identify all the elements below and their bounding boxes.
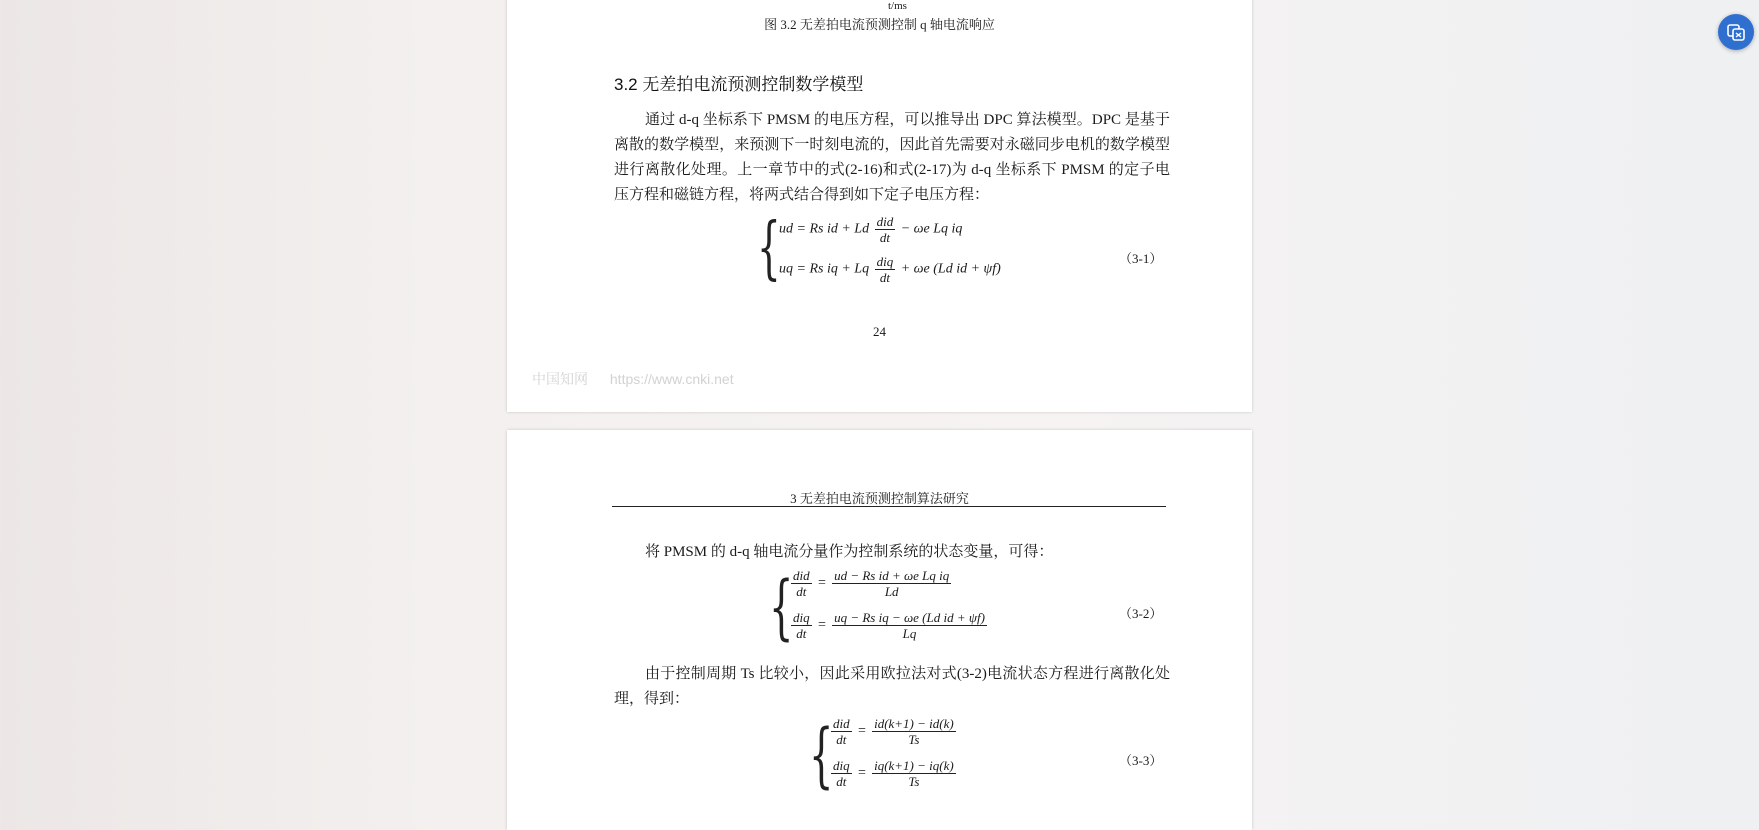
paragraph: 由于控制周期 Ts 比较小，因此采用欧拉法对式(3-2)电流状态方程进行离散化处理，得到： <box>614 666 1170 707</box>
numerator: id(k+1) − id(k) <box>874 716 954 731</box>
watermark-url: https://www.cnki.net <box>609 371 734 387</box>
watermark <box>532 369 752 389</box>
numerator: uq − Rs iq − ωe (Ld id + ψf) <box>834 610 985 625</box>
equation-term: − ωe Lq iq <box>900 221 963 237</box>
numerator: ud − Rs id + ωe Lq iq <box>834 568 950 583</box>
fraction <box>872 758 956 789</box>
equation-number: （3-3） <box>1119 753 1163 768</box>
equation-line <box>829 758 958 789</box>
denominator: dt <box>796 584 807 599</box>
equation-line <box>779 254 1001 285</box>
translate-button[interactable] <box>1718 14 1754 50</box>
fraction <box>832 610 987 641</box>
denominator: dt <box>796 626 807 641</box>
denominator: Ts <box>908 732 920 747</box>
left-brace: { <box>769 566 794 648</box>
fraction <box>831 758 852 789</box>
equals-sign: = <box>857 765 867 781</box>
chart-axis-label: t/ms <box>888 0 907 12</box>
denominator: dt <box>836 732 847 747</box>
numerator: did <box>793 568 810 583</box>
equation-3-3 <box>809 716 1049 804</box>
equals-sign: = <box>857 723 867 739</box>
equation-line <box>789 568 953 599</box>
equation-number: （3-2） <box>1119 606 1163 621</box>
equation-line <box>779 214 962 245</box>
numerator: iq(k+1) − iq(k) <box>874 758 954 773</box>
running-header: 3 无差拍电流预测控制算法研究 <box>790 491 969 506</box>
section-title: 3.2 无差拍电流预测控制数学模型 <box>614 75 864 94</box>
document-page <box>507 430 1252 830</box>
denominator: dt <box>879 230 890 245</box>
header-rule <box>612 506 1166 507</box>
equation-line <box>789 610 989 641</box>
denominator: Ts <box>908 774 920 789</box>
equation-term: + ωe (Ld id + ψf) <box>900 261 1001 277</box>
watermark-name: 中国知网 <box>532 371 588 387</box>
denominator: Lq <box>902 626 917 641</box>
equation-number: （3-1） <box>1119 251 1163 266</box>
fraction <box>875 214 896 245</box>
denominator: dt <box>836 774 847 789</box>
denominator: dt <box>879 270 890 285</box>
denominator: Ld <box>884 584 899 599</box>
left-brace: { <box>809 714 834 796</box>
equation-term: uq = Rs iq + Lq <box>779 261 870 277</box>
numerator: did <box>876 214 894 229</box>
paragraph: 通过 d-q 坐标系下 PMSM 的电压方程，可以推导出 DPC 算法模型。DPC 是基于离散的数学模型，来预测下一时刻电流的，因此首先需要对永磁同步电机的数学模型进行离散化处理。上一章节中的式(2-16)和式(2-17)为 d-q 坐标系下 PMSM 的定子电压方程和磁链方程，将两式结合得到如下定子电压方程： <box>614 112 1170 203</box>
equation-term: ud = Rs id + Ld <box>779 221 870 237</box>
numerator: diq <box>876 254 894 269</box>
equation-3-1 <box>757 209 1177 298</box>
equation-line <box>829 716 958 747</box>
equals-sign: = <box>817 575 827 591</box>
fraction <box>832 568 951 599</box>
numerator: diq <box>833 758 850 773</box>
numerator: diq <box>793 610 810 625</box>
numerator: did <box>833 716 850 731</box>
page-number: 24 <box>873 324 886 339</box>
fraction <box>875 254 896 285</box>
fraction <box>872 716 956 747</box>
fraction <box>791 610 812 641</box>
left-brace: { <box>757 209 781 288</box>
document-page <box>507 0 1252 412</box>
equals-sign: = <box>817 617 827 633</box>
equation-3-2 <box>769 568 1069 656</box>
fraction <box>791 568 812 599</box>
translate-icon <box>1726 22 1746 42</box>
paragraph: 将 PMSM 的 d-q 轴电流分量作为控制系统的状态变量，可得： <box>645 544 1054 560</box>
fraction <box>831 716 852 747</box>
figure-caption: 图 3.2 无差拍电流预测控制 q 轴电流响应 <box>764 17 995 32</box>
